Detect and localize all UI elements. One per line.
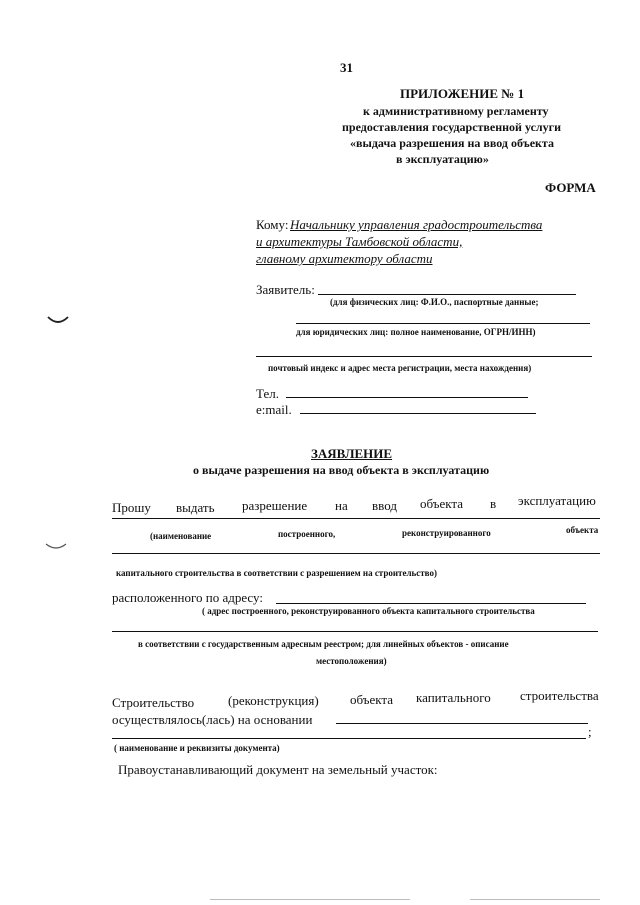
to-line-2: и архитектуры Тамбовской области, xyxy=(256,234,463,249)
request-word-7: в xyxy=(490,496,497,511)
applicant-hint-1: (для физических лиц: Ф.И.О., паспортные данные; xyxy=(330,297,539,307)
basis-hint: ( наименование и реквизиты документа) xyxy=(114,743,280,753)
applicant-label: Заявитель: xyxy=(256,282,315,297)
appendix-title: ПРИЛОЖЕНИЕ № 1 xyxy=(400,86,525,101)
request-word-2: выдать xyxy=(176,500,215,515)
basis-line-1 xyxy=(336,723,588,724)
construction-word-4: капитального xyxy=(416,690,491,705)
email-line xyxy=(300,413,536,414)
form-label: ФОРМА xyxy=(545,180,596,195)
address-hint-3: местоположения) xyxy=(316,656,387,666)
construction-word-5: строительства xyxy=(520,688,599,703)
to-label: Кому: xyxy=(256,217,289,232)
construction-basis: осуществлялось(лась) на основании xyxy=(112,712,313,727)
construction-word-1: Строительство xyxy=(112,695,195,710)
request-hint-word-4: объекта xyxy=(566,525,599,535)
appendix-line-2: предоставления государственной услуги xyxy=(342,120,562,134)
page-number: 31 xyxy=(340,60,353,75)
scan-mark-2 xyxy=(44,540,68,554)
applicant-line-3 xyxy=(256,356,592,357)
appendix-line-1: к административному регламенту xyxy=(363,104,549,118)
request-hint-word-3: реконструированного xyxy=(402,528,491,538)
appendix-line-3: «выдача разрешения на ввод объекта xyxy=(350,136,554,150)
basis-line-2 xyxy=(112,738,586,739)
applicant-line-1 xyxy=(318,294,576,295)
appendix-line-4: в эксплуатацию» xyxy=(396,152,489,166)
basis-semicolon: ; xyxy=(588,724,592,739)
request-word-3: разрешение xyxy=(242,498,308,513)
phone-label: Тел. xyxy=(256,386,279,401)
request-word-4: на xyxy=(335,498,348,513)
request-hint-word-1: (наименование xyxy=(150,531,212,541)
address-hint-1: ( адрес построенного, реконструированного объекта капитального строительства xyxy=(202,606,535,616)
request-word-6: объекта xyxy=(420,496,464,511)
applicant-hint-2: для юридических лиц: полное наименование, ОГРН/ИНН) xyxy=(296,327,536,337)
located-label: расположенного по адресу: xyxy=(112,590,263,605)
request-hint-line-2: капитального строительства в соответствии с разрешением на строительство) xyxy=(116,568,437,578)
applicant-hint-3: почтовый индекс и адрес места регистрации, места нахождения) xyxy=(268,363,532,373)
request-line-2 xyxy=(112,553,600,554)
request-hint-word-2: построенного, xyxy=(278,529,336,539)
statement-title: ЗАЯВЛЕНИЕ xyxy=(311,446,393,461)
request-line-1 xyxy=(112,518,600,519)
land-document-label: Правоустанавливающий документ на земельный участок: xyxy=(118,762,438,777)
address-line-2 xyxy=(112,631,598,632)
request-word-1: Прошу xyxy=(112,500,151,515)
request-word-8: эксплуатацию xyxy=(518,493,596,508)
to-line-1: Начальнику управления градостроительства xyxy=(290,217,543,232)
to-line-3: главному архитектору области xyxy=(256,251,433,266)
bottom-edge-line-1 xyxy=(210,899,410,900)
applicant-line-2 xyxy=(296,323,590,324)
bottom-edge-line-2 xyxy=(470,899,600,900)
statement-subtitle: о выдаче разрешения на ввод объекта в эксплуатацию xyxy=(193,463,490,477)
address-hint-2: в соответствии с государственным адресным реестром; для линейных объектов - описание xyxy=(138,639,509,649)
phone-line xyxy=(286,397,528,398)
address-line-1 xyxy=(276,603,586,604)
scan-mark-1 xyxy=(46,313,70,327)
request-word-5: ввод xyxy=(372,498,397,513)
construction-word-2: (реконструкция) xyxy=(228,693,319,708)
email-label: e:mail. xyxy=(256,402,292,417)
construction-word-3: объекта xyxy=(350,692,394,707)
